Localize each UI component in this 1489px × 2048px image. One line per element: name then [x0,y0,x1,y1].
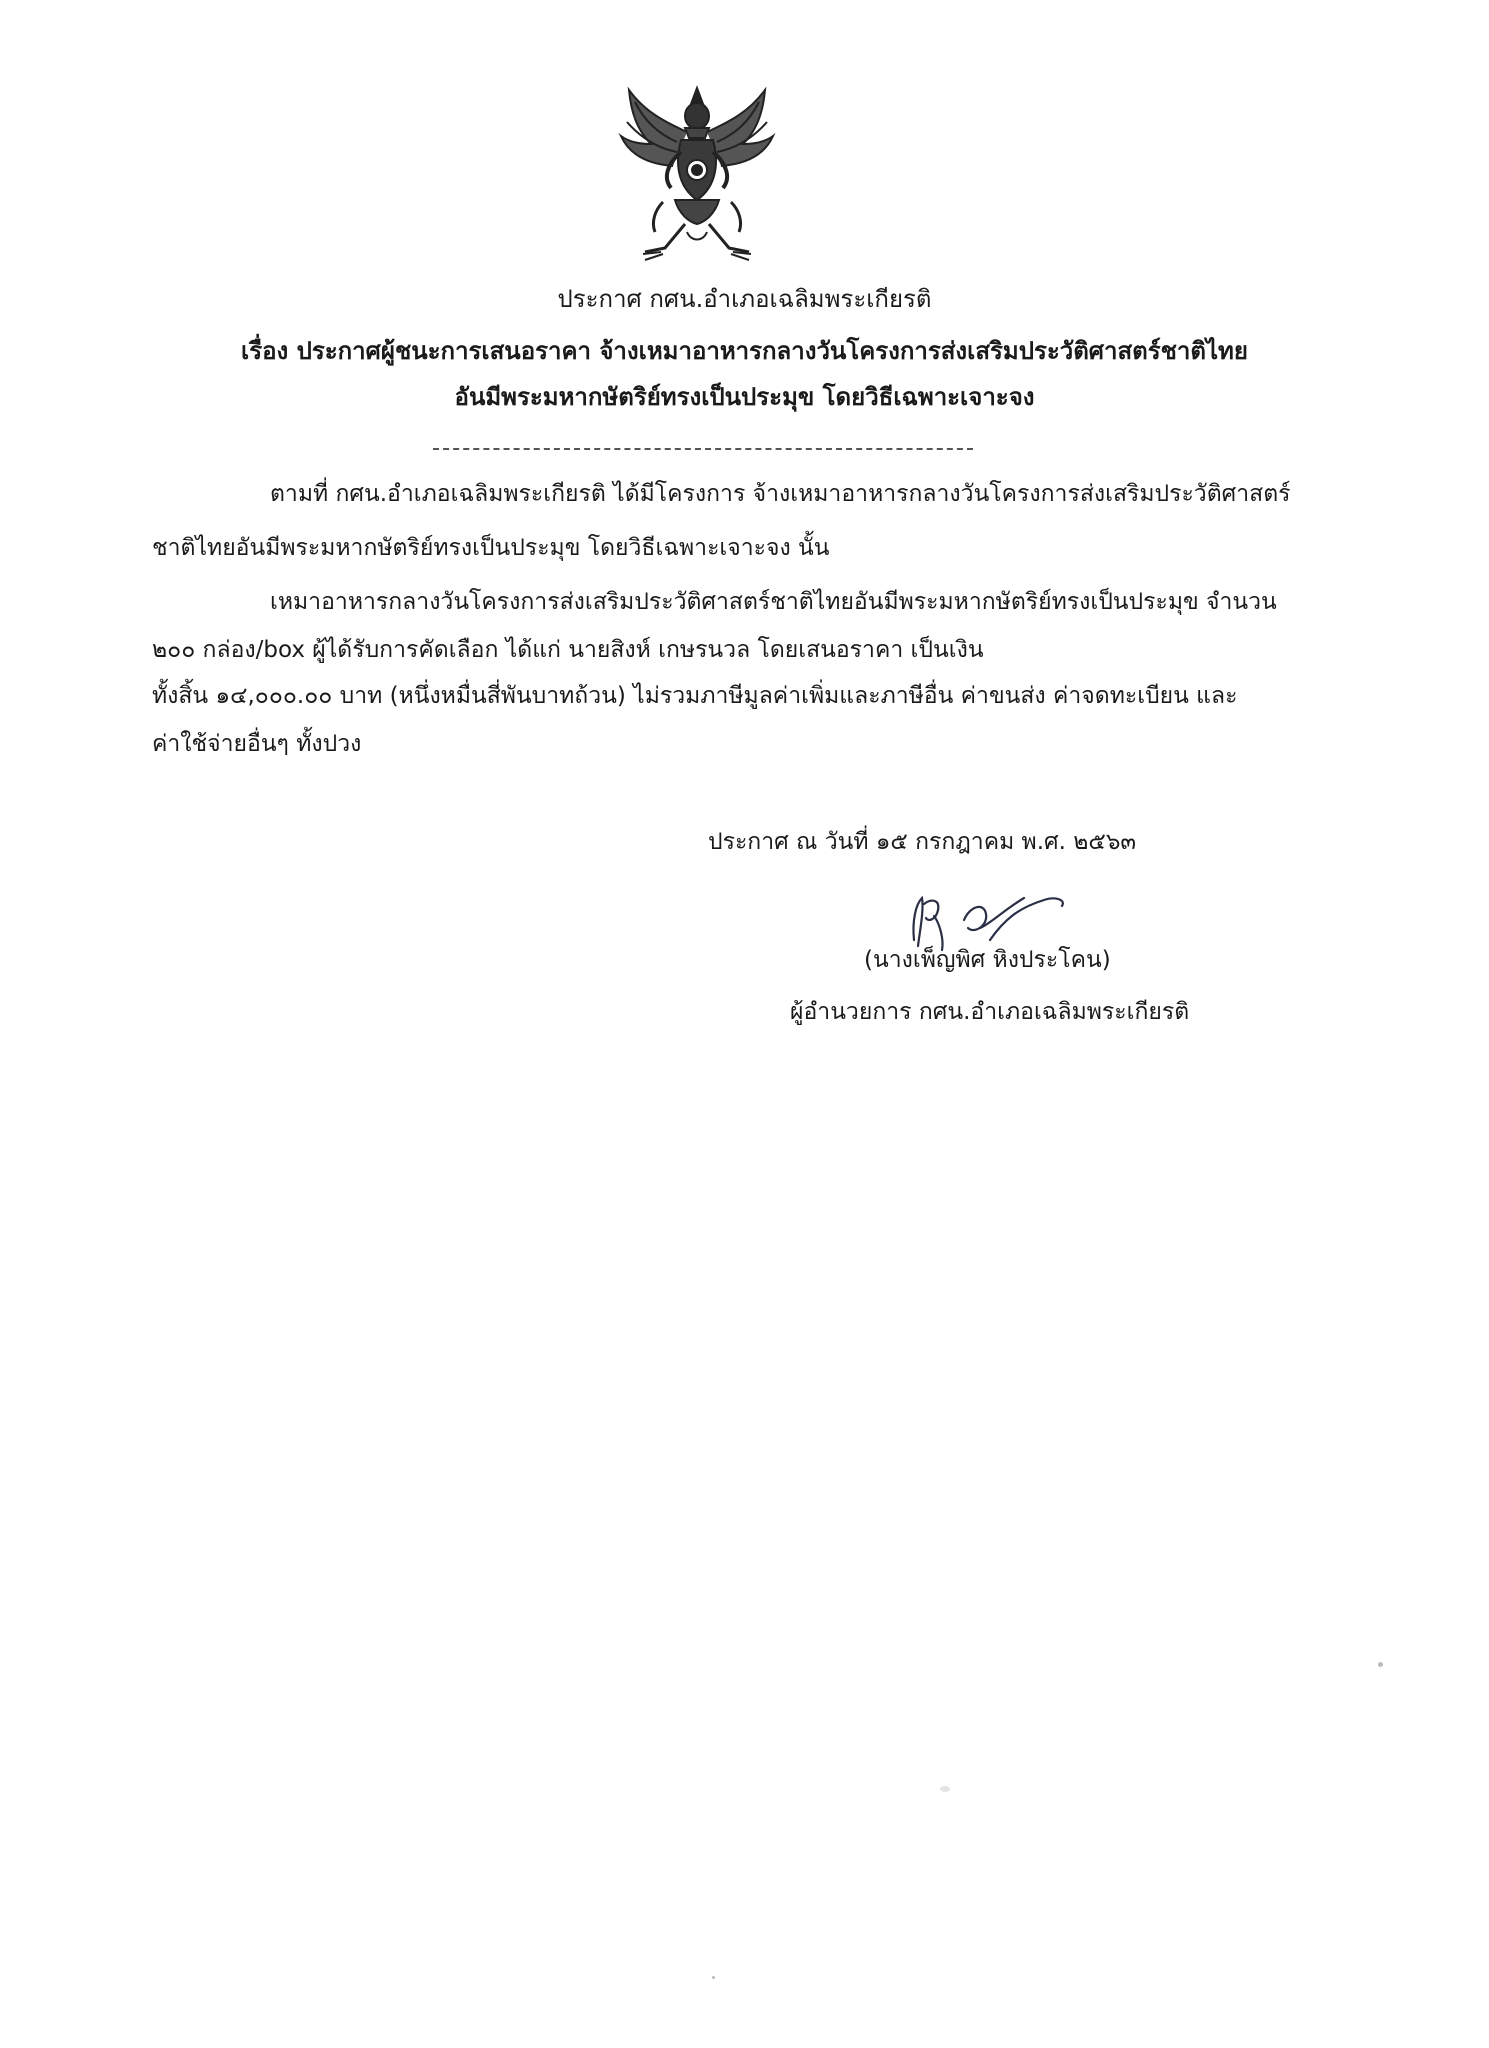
announcement-date: ประกาศ ณ วันที่ ๑๕ กรกฎาคม พ.ศ. ๒๕๖๓ [708,829,1137,855]
body-line: ตามที่ กศน.อำเภอเฉลิมพระเกียรติ ได้มีโครงการ จ้างเหมาอาหารกลางวันโครงการส่งเสริมประวัติศาสตร์ [270,481,1291,507]
body-line: ทั้งสิ้น ๑๔,๐๐๐.๐๐ บาท (หนึ่งหมื่นสี่พันบาทถ้วน) ไม่รวมภาษีมูลค่าเพิ่มและภาษีอื่น ค่าขนส่ง ค่าจดทะเบียน และ [152,683,1238,709]
signer-name: (นางเพ็ญพิศ หิงประโคน) [864,947,1111,973]
body-line: ๒๐๐ กล่อง/box ผู้ได้รับการคัดเลือก ได้แก่ นายสิงห์ เกษรนวล โดยเสนอราคา เป็นเงิน [152,637,984,663]
scan-speck [712,1976,715,1979]
announcement-subject-line-2: อันมีพระมหากษัตริย์ทรงเป็นประมุข โดยวิธีเฉพาะเจาะจง [454,383,1035,411]
scan-speck [1378,1662,1383,1667]
signer-position: ผู้อำนวยการ กศน.อำเภอเฉลิมพระเกียรติ [790,999,1190,1025]
announcement-subject-line-1: เรื่อง ประกาศผู้ชนะการเสนอราคา จ้างเหมาอาหารกลางวันโครงการส่งเสริมประวัติศาสตร์ชาติไทย [241,337,1248,365]
body-line: ชาติไทยอันมีพระมหากษัตริย์ทรงเป็นประมุข โดยวิธีเฉพาะเจาะจง นั้น [152,535,830,561]
scan-speck [940,1786,950,1792]
announcement-heading: ประกาศ กศน.อำเภอเฉลิมพระเกียรติ [557,285,932,313]
garuda-emblem-icon [615,82,780,262]
body-line: ค่าใช้จ่ายอื่นๆ ทั้งปวง [152,731,362,757]
dashed-divider [433,448,973,450]
body-line: เหมาอาหารกลางวันโครงการส่งเสริมประวัติศาสตร์ชาติไทยอันมีพระมหากษัตริย์ทรงเป็นประมุข จำนวน [270,589,1277,615]
